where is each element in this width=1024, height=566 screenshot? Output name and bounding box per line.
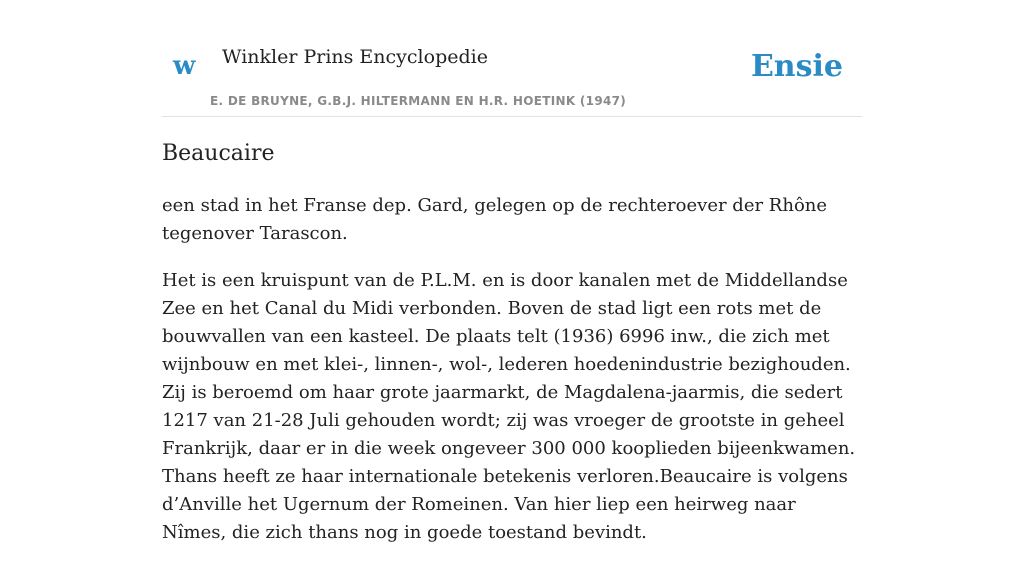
site-header [162, 0, 862, 117]
book-authors: E. DE BRUYNE, G.B.J. HILTERMANN EN H.R. HOETINK (1947) [210, 94, 627, 108]
article-title: Beaucaire [162, 141, 275, 166]
ensie-logo[interactable]: Ensie [750, 49, 843, 84]
article-paragraph: Het is een kruispunt van de P.L.M. en is door kanalen met de Middellandse Zee en het Canal du Midi verbonden. Boven de stad ligt een rots met de bouwvallen van een kasteel. De plaats telt (1936) 6996 inw., die zich met wijnbouw en met klei-, linnen-, wol-, lederen hoedenindustrie bezighouden. Zij is beroemd om haar grote jaarmarkt, de Magdalena-jaarmis, die sedert 1217 van 21-28 Juli gehouden wordt; zij was vroeger de grootste in geheel Frankrijk, daar er in die week ongeveer 300 000 kooplieden bijeenkwamen. Thans heeft ze haar internationale betekenis verloren.Beaucaire is volgens d’Anville het Ugernum der Romeinen. Van hier liep een heirweg naar Nîmes, die zich thans nog in goede toestand bevindt. [162, 270, 856, 543]
article-paragraph: een stad in het Franse dep. Gard, gelegen op de rechteroever der Rhône tegenover Tarascon. [162, 195, 828, 244]
book-title[interactable]: Winkler Prins Encyclopedie [222, 46, 488, 68]
article-body [162, 192, 862, 566]
winkler-prins-logo[interactable]: w [173, 51, 196, 81]
